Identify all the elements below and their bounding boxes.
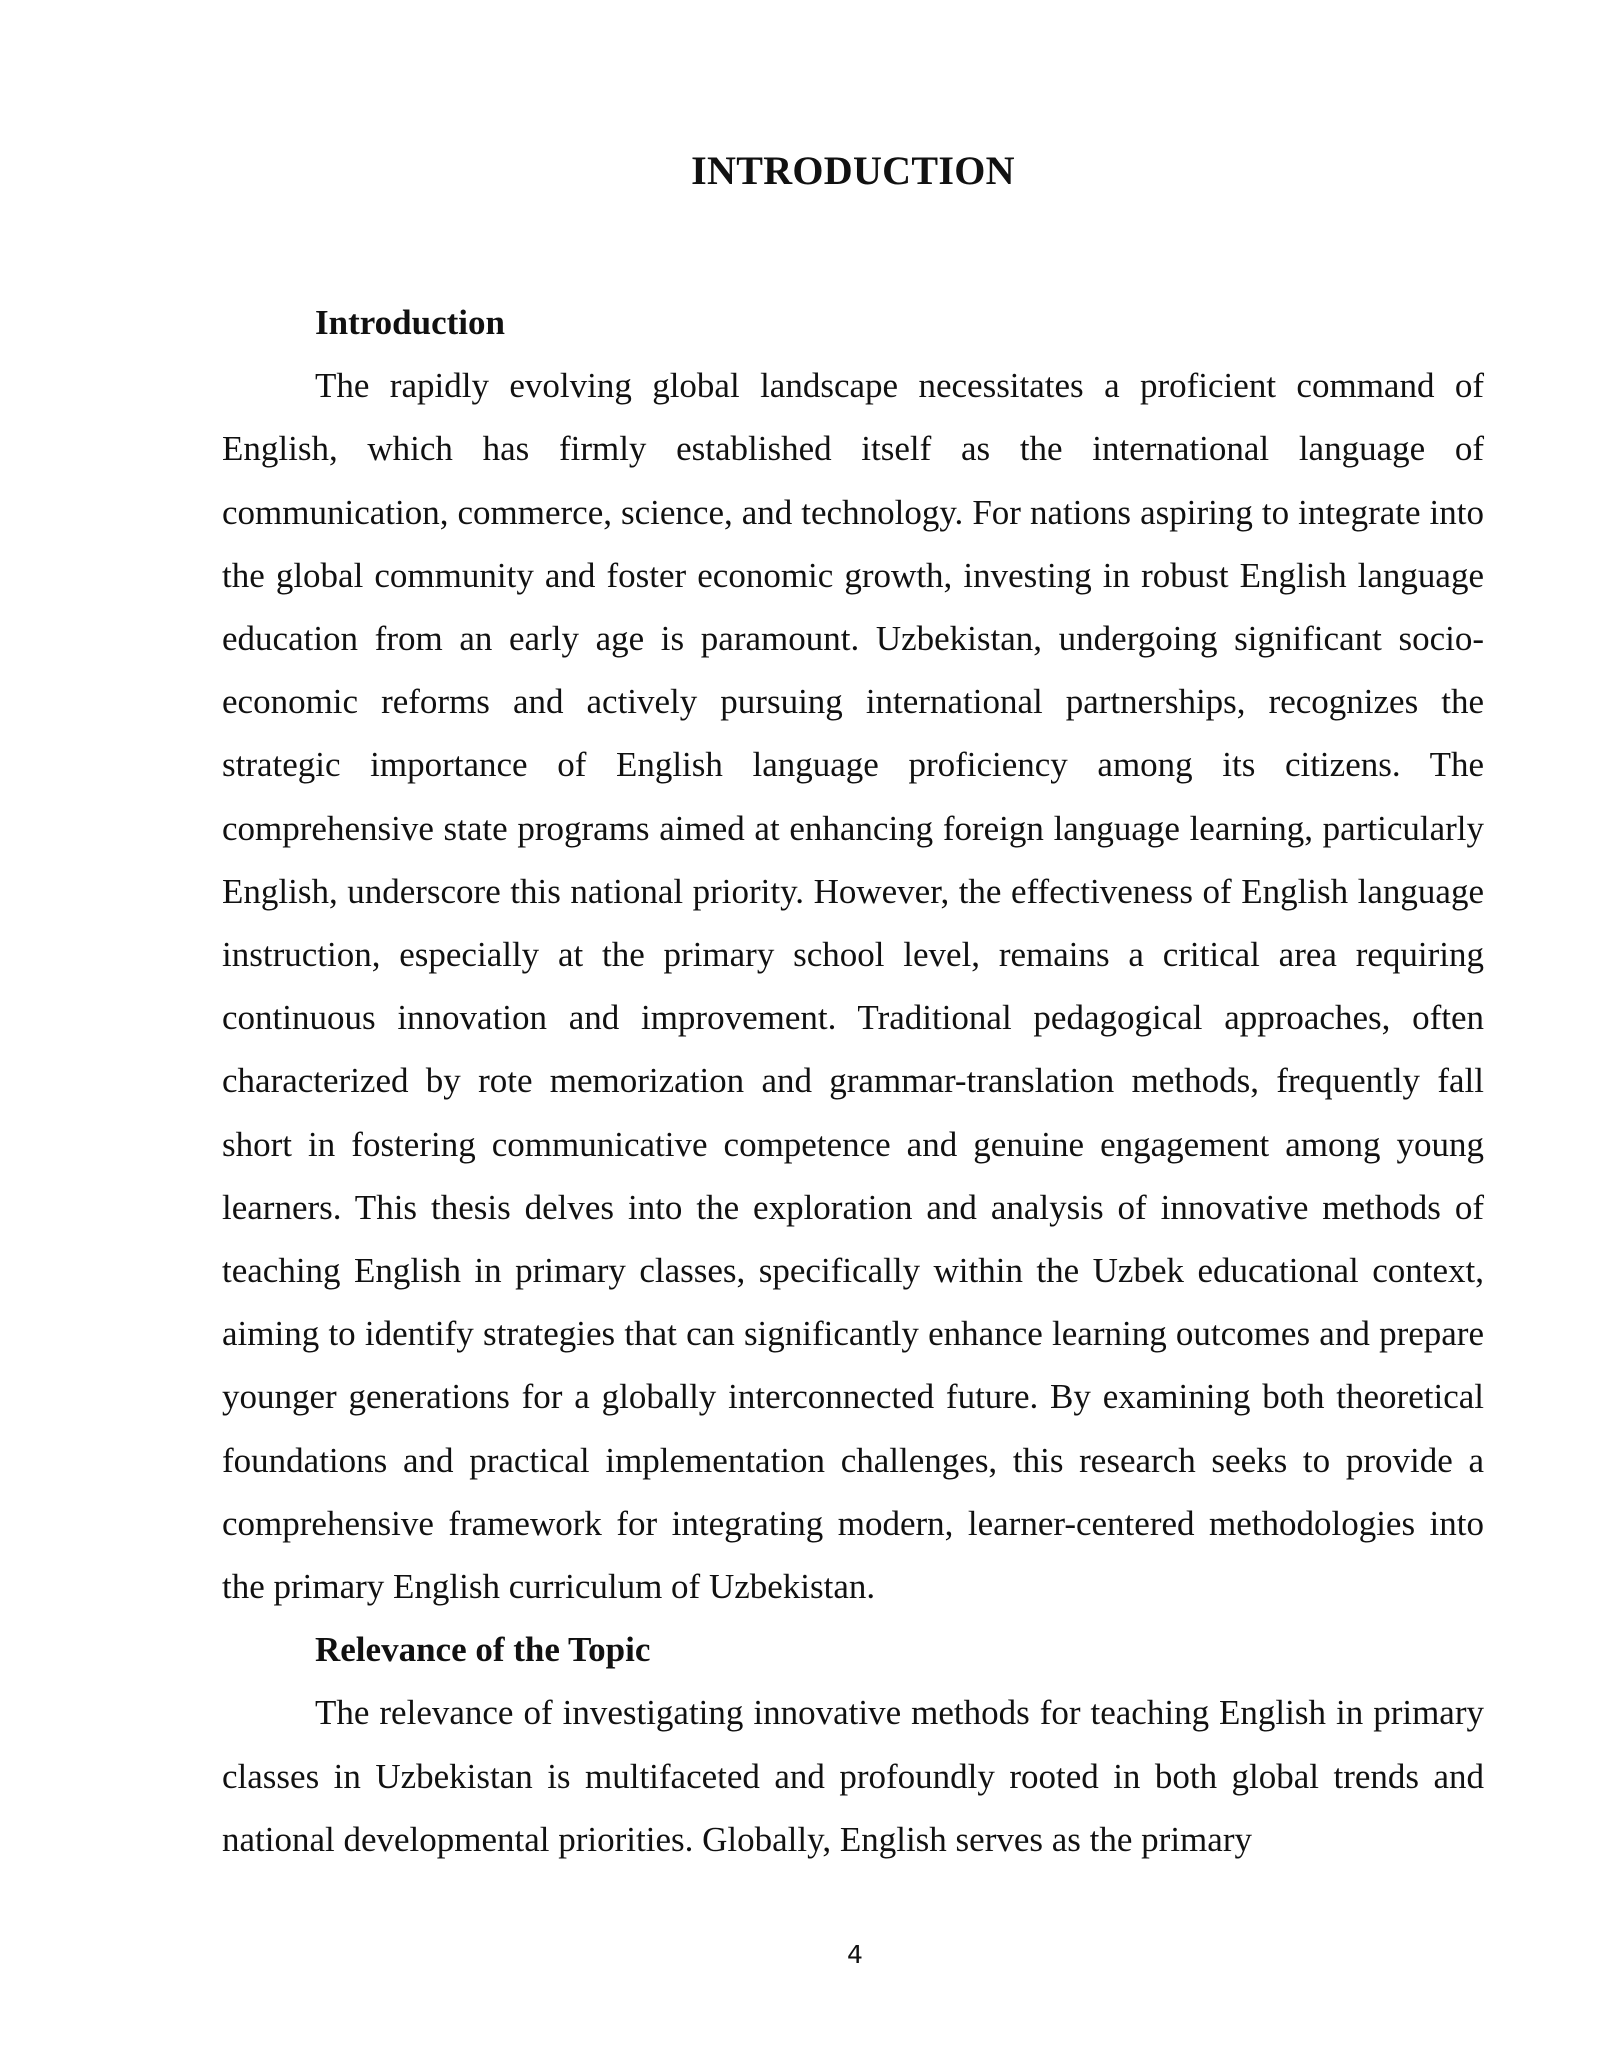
body-text xyxy=(222,291,1484,1871)
section-heading-relevance: Relevance of the Topic xyxy=(315,1630,651,1670)
page-title: INTRODUCTION xyxy=(691,148,1015,193)
paragraph-introduction: The rapidly evolving global landscape necessitates a proficient command of English, which has firmly established itself as the international language of communication, commerce, science, and technology. For nations aspiring to integrate into the global community and foster economic growth, investing in robust English language education from an early age is paramount. Uzbekistan, undergoing significant socio-economic reforms and actively pursuing international partnerships, recognizes the strategic importance of English language proficiency among its citizens. The comprehensive state programs aimed at enhancing foreign language learning, particularly English, underscore this national priority. However, the effectiveness of English language instruction, especially at the primary school level, remains a critical area requiring continuous innovation and improvement. Traditional pedagogical approaches, often characterized by rote memorization and grammar-translation methods, frequently fall short in fostering communicative competence and genuine engagement among young learners. This thesis delves into the exploration and analysis of innovative methods of teaching English in primary classes, specifically within the Uzbek educational context, aiming to identify strategies that can significantly enhance learning outcomes and prepare younger generations for a globally interconnected future. By examining both theoretical foundations and practical implementation challenges, this research seeks to provide a comprehensive framework for integrating modern, learner-centered methodologies into the primary English curriculum of Uzbekistan. xyxy=(222,366,1484,1607)
paragraph-relevance: The relevance of investigating innovative methods for teaching English in primary classes in Uzbekistan is multifaceted and profoundly rooted in both global trends and national developmental priorities. Globally, English serves as the primary xyxy=(222,1693,1484,1859)
page-number: 4 xyxy=(847,1940,863,1969)
section-heading-introduction: Introduction xyxy=(315,303,505,342)
